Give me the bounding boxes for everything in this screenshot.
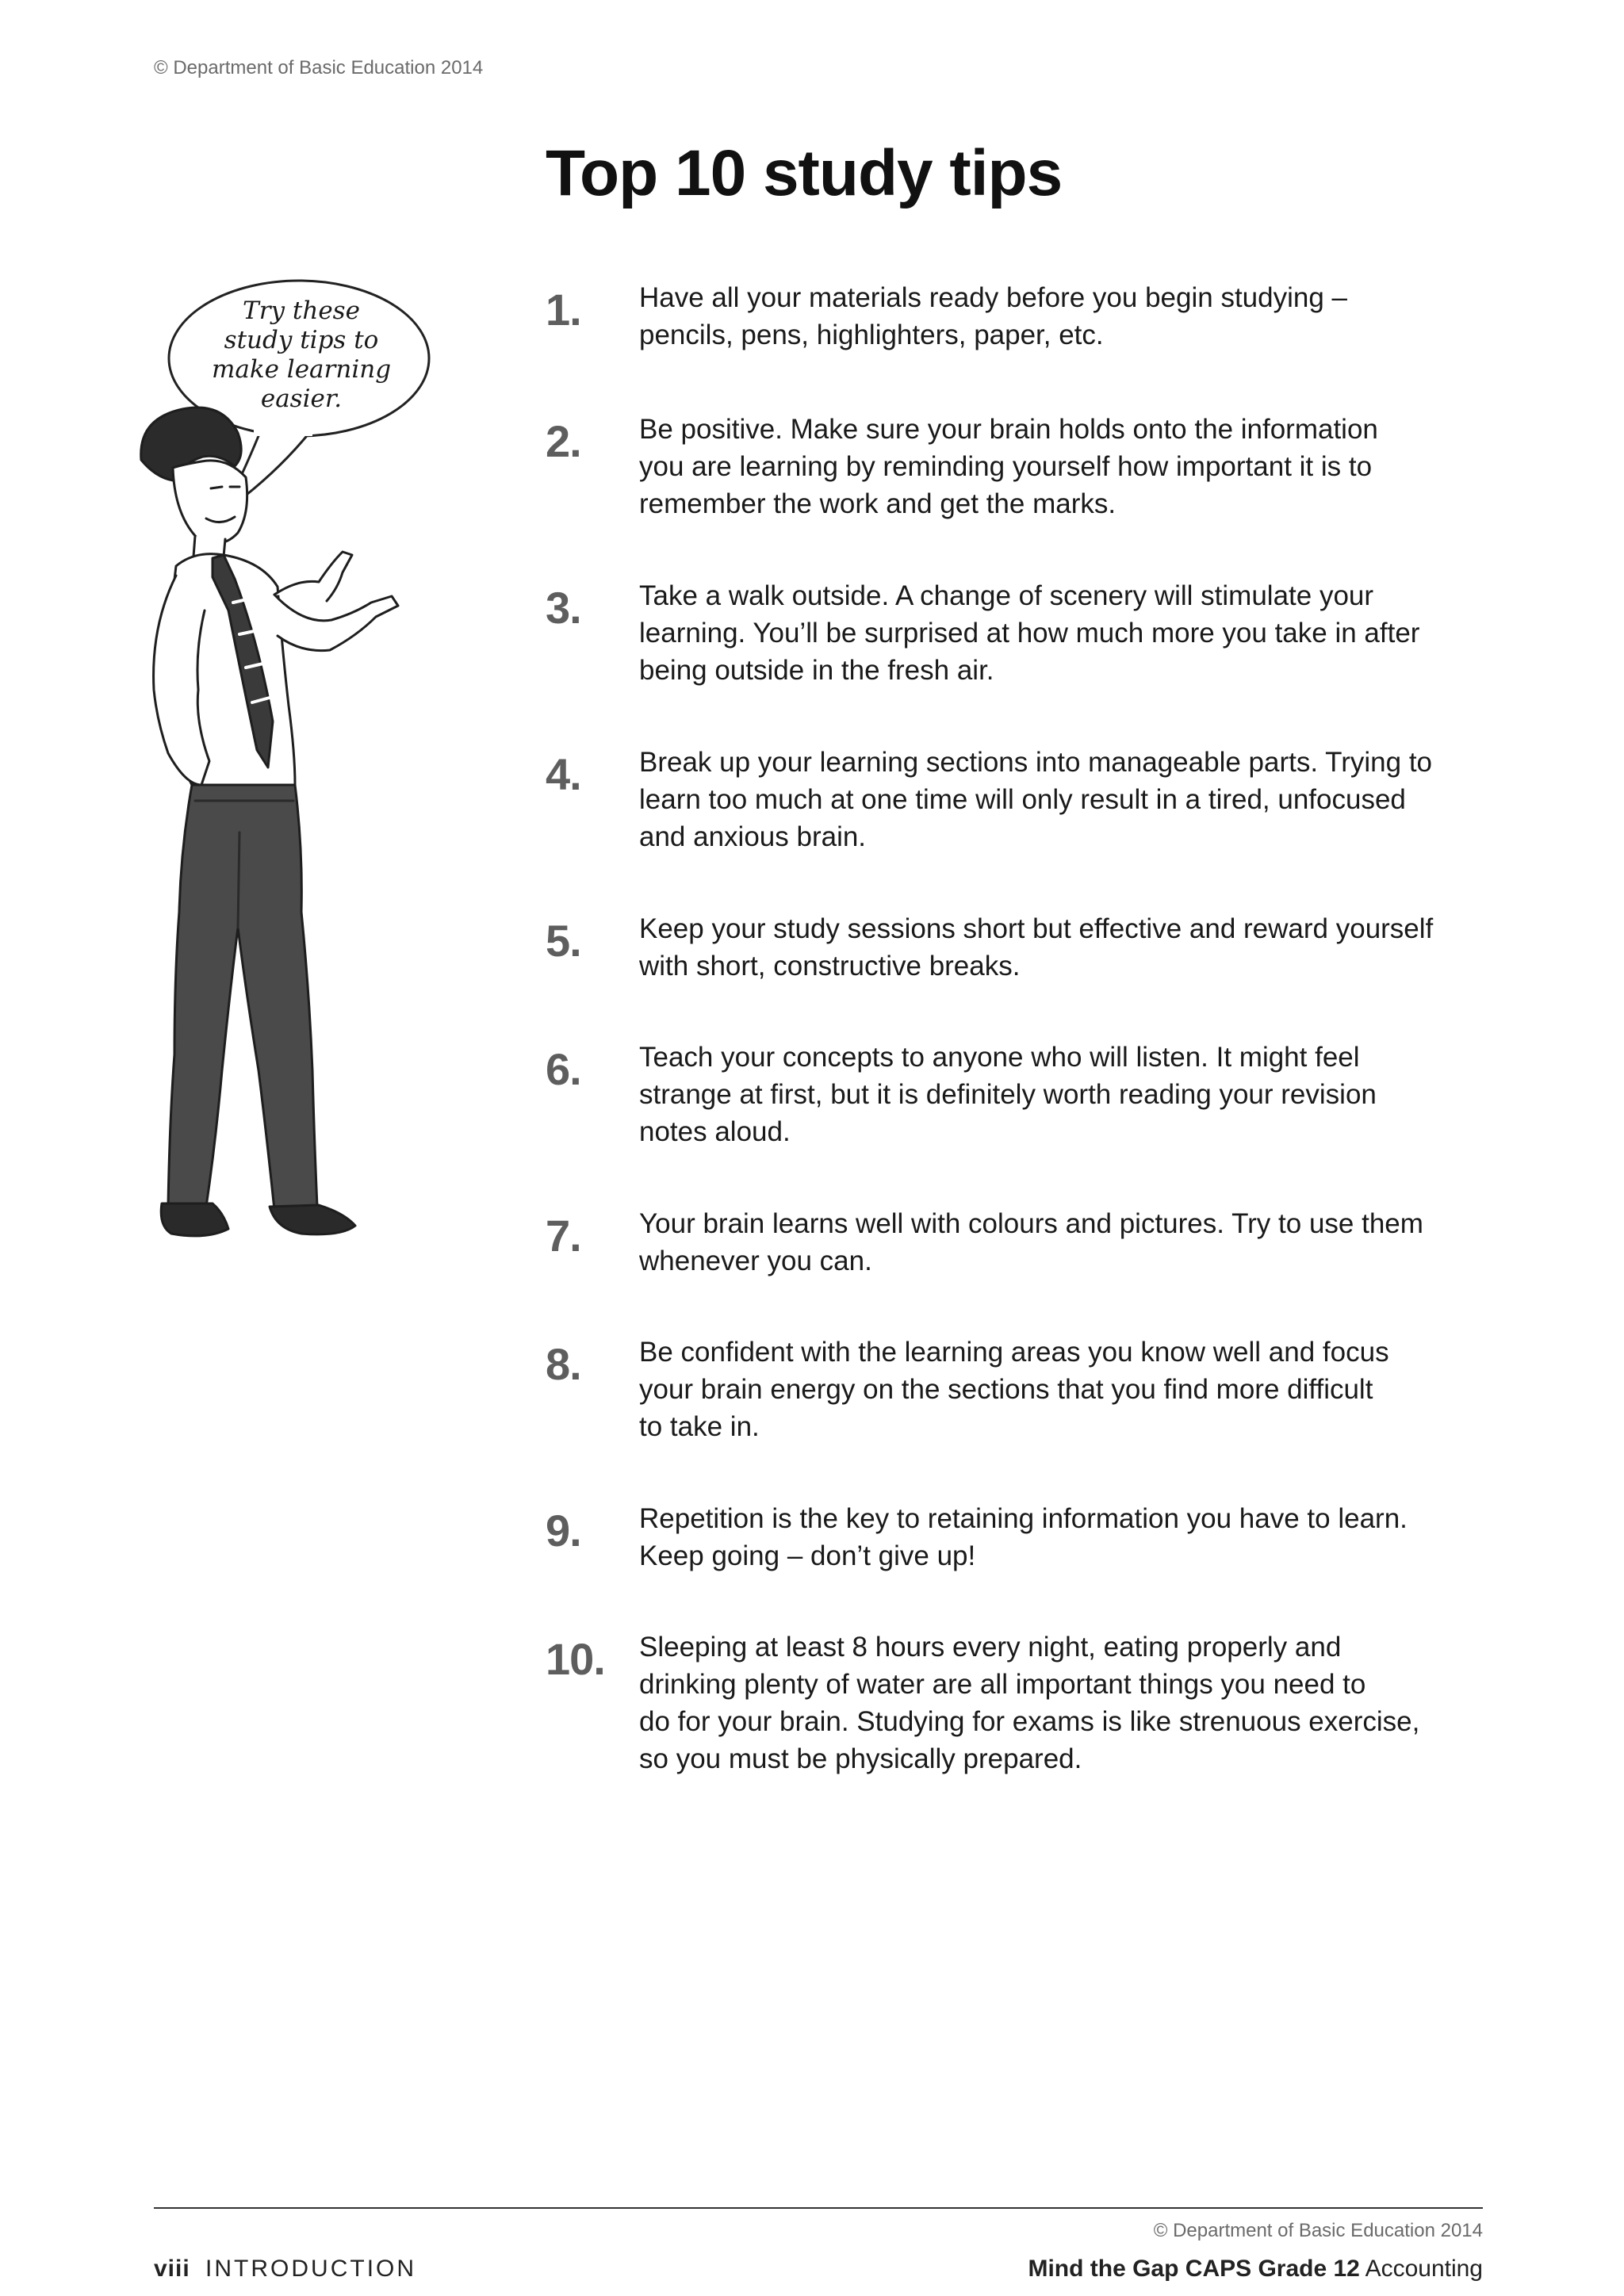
tip-line: Be confident with the learning areas you know well and focus bbox=[639, 1337, 1389, 1368]
tip-line: Have all your materials ready before you begin studying – bbox=[639, 282, 1347, 313]
tip-line: whenever you can. bbox=[639, 1246, 872, 1276]
tip-text bbox=[639, 279, 1489, 354]
tip-2 bbox=[546, 411, 1489, 577]
speech-bubble-text bbox=[176, 297, 427, 414]
tip-line: to take in. bbox=[639, 1411, 760, 1442]
tip-number: 4. bbox=[546, 749, 581, 799]
footer-rule bbox=[154, 2207, 1483, 2209]
tip-line: Keep going – don’t give up! bbox=[639, 1540, 976, 1571]
speech-bubble-line: make learning bbox=[211, 355, 392, 384]
page-number: viii bbox=[154, 2256, 190, 2282]
tip-10 bbox=[546, 1628, 1489, 1795]
tip-line: being outside in the fresh air. bbox=[639, 655, 994, 686]
tip-7 bbox=[546, 1205, 1489, 1334]
tip-line: so you must be physically prepared. bbox=[639, 1743, 1082, 1774]
page-title: Top 10 study tips bbox=[546, 137, 1063, 209]
tip-number: 5. bbox=[546, 916, 581, 966]
tip-line: Your brain learns well with colours and pictures. Try to use them bbox=[639, 1208, 1423, 1239]
tip-number: 10. bbox=[546, 1634, 605, 1684]
tip-line: your brain energy on the sections that you find more difficult bbox=[639, 1374, 1373, 1405]
tip-number: 1. bbox=[546, 285, 581, 335]
tip-number: 2. bbox=[546, 416, 581, 466]
tip-line: remember the work and get the marks. bbox=[639, 488, 1116, 519]
tip-line: Be positive. Make sure your brain holds onto the information bbox=[639, 414, 1378, 445]
tip-number: 9. bbox=[546, 1506, 581, 1556]
student-figure bbox=[141, 408, 398, 1236]
book-subject: Accounting bbox=[1365, 2256, 1483, 2282]
tips-list bbox=[546, 279, 1489, 1795]
footer-book-title bbox=[1028, 2256, 1483, 2283]
tip-line: pencils, pens, highlighters, paper, etc. bbox=[639, 320, 1104, 350]
tip-1 bbox=[546, 279, 1489, 411]
tip-number: 8. bbox=[546, 1339, 581, 1389]
tip-text bbox=[639, 1205, 1489, 1280]
tip-number: 6. bbox=[546, 1044, 581, 1094]
tip-line: strange at first, but it is definitely worth reading your revision bbox=[639, 1079, 1377, 1110]
tip-line: Teach your concepts to anyone who will listen. It might feel bbox=[639, 1042, 1360, 1073]
book-title: Mind the Gap CAPS Grade 12 bbox=[1028, 2256, 1360, 2282]
footer-copyright: © Department of Basic Education 2014 bbox=[1153, 2220, 1483, 2241]
footer-page-label bbox=[154, 2256, 416, 2283]
tip-line: Repetition is the key to retaining information you have to learn. bbox=[639, 1503, 1408, 1534]
speech-bubble-line: study tips to bbox=[224, 326, 379, 354]
tip-line: drinking plenty of water are all important things you need to bbox=[639, 1669, 1366, 1700]
tip-line: Keep your study sessions short but effective and reward yourself bbox=[639, 913, 1434, 944]
tip-line: Take a walk outside. A change of scenery will stimulate your bbox=[639, 580, 1374, 611]
tip-line: notes aloud. bbox=[639, 1116, 791, 1147]
tip-number: 7. bbox=[546, 1211, 581, 1261]
tip-line: you are learning by reminding yourself how important it is to bbox=[639, 451, 1373, 482]
tip-line: learning. You’ll be surprised at how much more you take in after bbox=[639, 618, 1420, 649]
tip-text bbox=[639, 744, 1489, 855]
speech-bubble-line: easier. bbox=[260, 385, 343, 413]
tip-8 bbox=[546, 1334, 1489, 1500]
speech-bubble-line: Try these bbox=[243, 297, 360, 325]
tip-line: and anxious brain. bbox=[639, 821, 867, 852]
tip-line: Sleeping at least 8 hours every night, eating properly and bbox=[639, 1632, 1342, 1663]
tip-text bbox=[639, 1039, 1489, 1150]
tip-9 bbox=[546, 1500, 1489, 1628]
tip-line: Break up your learning sections into manageable parts. Trying to bbox=[639, 747, 1433, 778]
tip-line: learn too much at one time will only result in a tired, unfocused bbox=[639, 784, 1406, 815]
page-header-copyright: © Department of Basic Education 2014 bbox=[154, 57, 484, 78]
tip-4 bbox=[546, 744, 1489, 910]
tip-line: do for your brain. Studying for exams is like strenuous exercise, bbox=[639, 1706, 1420, 1737]
tip-text bbox=[639, 577, 1489, 689]
tip-5 bbox=[546, 910, 1489, 1039]
tip-text bbox=[639, 411, 1489, 522]
tip-3 bbox=[546, 577, 1489, 744]
tip-number: 3. bbox=[546, 583, 581, 633]
tip-text bbox=[639, 910, 1489, 985]
tip-6 bbox=[546, 1039, 1489, 1205]
student-illustration bbox=[119, 277, 468, 1332]
tip-text bbox=[639, 1334, 1489, 1445]
tip-text bbox=[639, 1628, 1489, 1777]
section-name: INTRODUCTION bbox=[205, 2256, 417, 2282]
tip-line: with short, constructive breaks. bbox=[639, 951, 1021, 982]
tip-text bbox=[639, 1500, 1489, 1575]
